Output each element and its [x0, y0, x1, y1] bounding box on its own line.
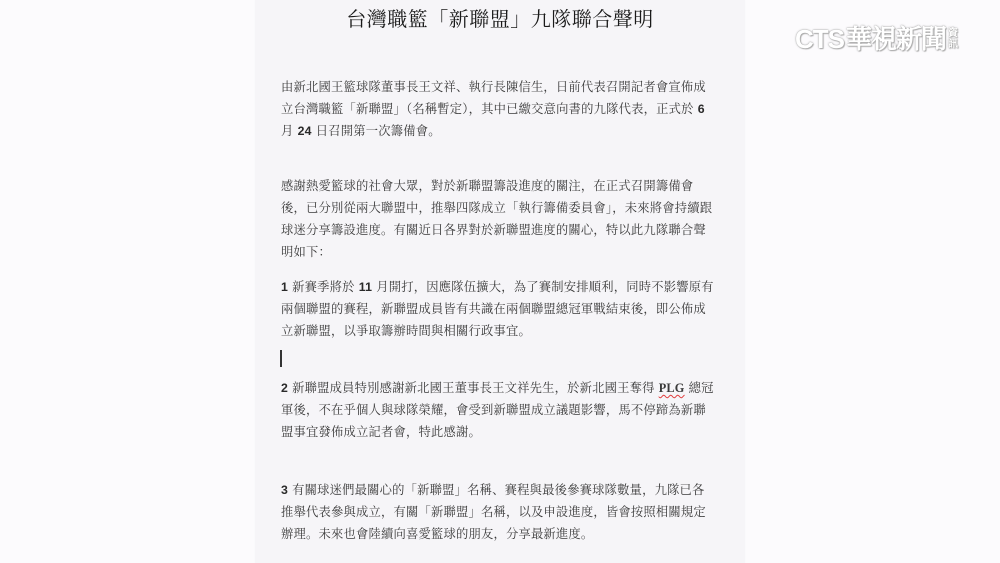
intro-month: 6: [697, 102, 705, 116]
item-2-text-before: 新聯盟成員特別感謝新北國王董事長王文祥先生，於新北國王奪得: [288, 381, 659, 395]
document-page[interactable]: [255, 0, 745, 563]
intro-day: 24: [297, 124, 312, 138]
spellcheck-flagged-word[interactable]: PLG: [658, 381, 685, 395]
cts-logo-chinese: 華視新聞: [846, 24, 947, 54]
cts-logo-sub: [948, 28, 958, 50]
statement-item-2: [281, 377, 716, 443]
cts-logo-sub-1: 資: [948, 28, 959, 39]
item-1-number: 1: [281, 280, 289, 294]
text-cursor: [280, 350, 282, 367]
item-1-text-after: 月開打，因應隊伍擴大，為了賽制安排順利，同時不影響原有兩個聯盟的賽程，新聯盟成員皆有共識在兩個聯盟總冠軍戰結束後，即公佈成立新聯盟，以爭取籌辦時間與相關行政事宜。: [281, 280, 714, 338]
item-3-text: 有關球迷們最關心的「新聯盟」名稱、賽程與最後參賽球隊數量，九隊已各推舉代表參與成立，有關「新聯盟」名稱，以及申設進度，皆會按照相關規定辦理。未來也會陸續向喜愛籃球的朋友，分享最新進度。: [281, 483, 706, 541]
item-2-text-after: 總冠軍後，不在乎個人與球隊榮耀，會受到新聯盟成立議題影響，馬不停蹄為新聯盟事宜發佈成立記者會，特此感謝。: [281, 381, 714, 439]
cts-news-watermark: [795, 24, 958, 54]
item-3-number: 3: [281, 483, 289, 497]
cts-logo-sub-2: 訊: [948, 39, 959, 50]
intro-text-before: 由新北國王籃球隊董事長王文祥、執行長陳信生，日前代表召開記者會宣佈成立台灣職籃「新聯盟」（名稱暫定），其中已繳交意向書的九隊代表，正式於: [281, 80, 706, 116]
cts-logo-latin: CTS: [795, 24, 844, 54]
intro-text-after: 日召開第一次籌備會。: [311, 124, 441, 138]
item-1-month: 11: [358, 280, 373, 294]
document-title: 台灣職籃「新聯盟」九隊聯合聲明: [346, 7, 654, 31]
intro-text-mid: 月: [281, 124, 298, 138]
item-2-number: 2: [281, 381, 289, 395]
statement-item-3: [281, 479, 716, 545]
statement-item-1: [281, 276, 716, 342]
paragraph-thanks: 感謝熱愛籃球的社會大眾，對於新聯盟籌設進度的關注，在正式召開籌備會後，已分別從兩大聯盟中，推舉四隊成立「執行籌備委員會」，未來將會持續跟球迷分享籌設進度。有關近日各界對於新聯盟進度的關心，特以此九隊聯合聲明如下：: [281, 179, 713, 259]
item-1-text-before: 新賽季將於: [288, 280, 359, 294]
paragraph-intro: [281, 76, 716, 142]
